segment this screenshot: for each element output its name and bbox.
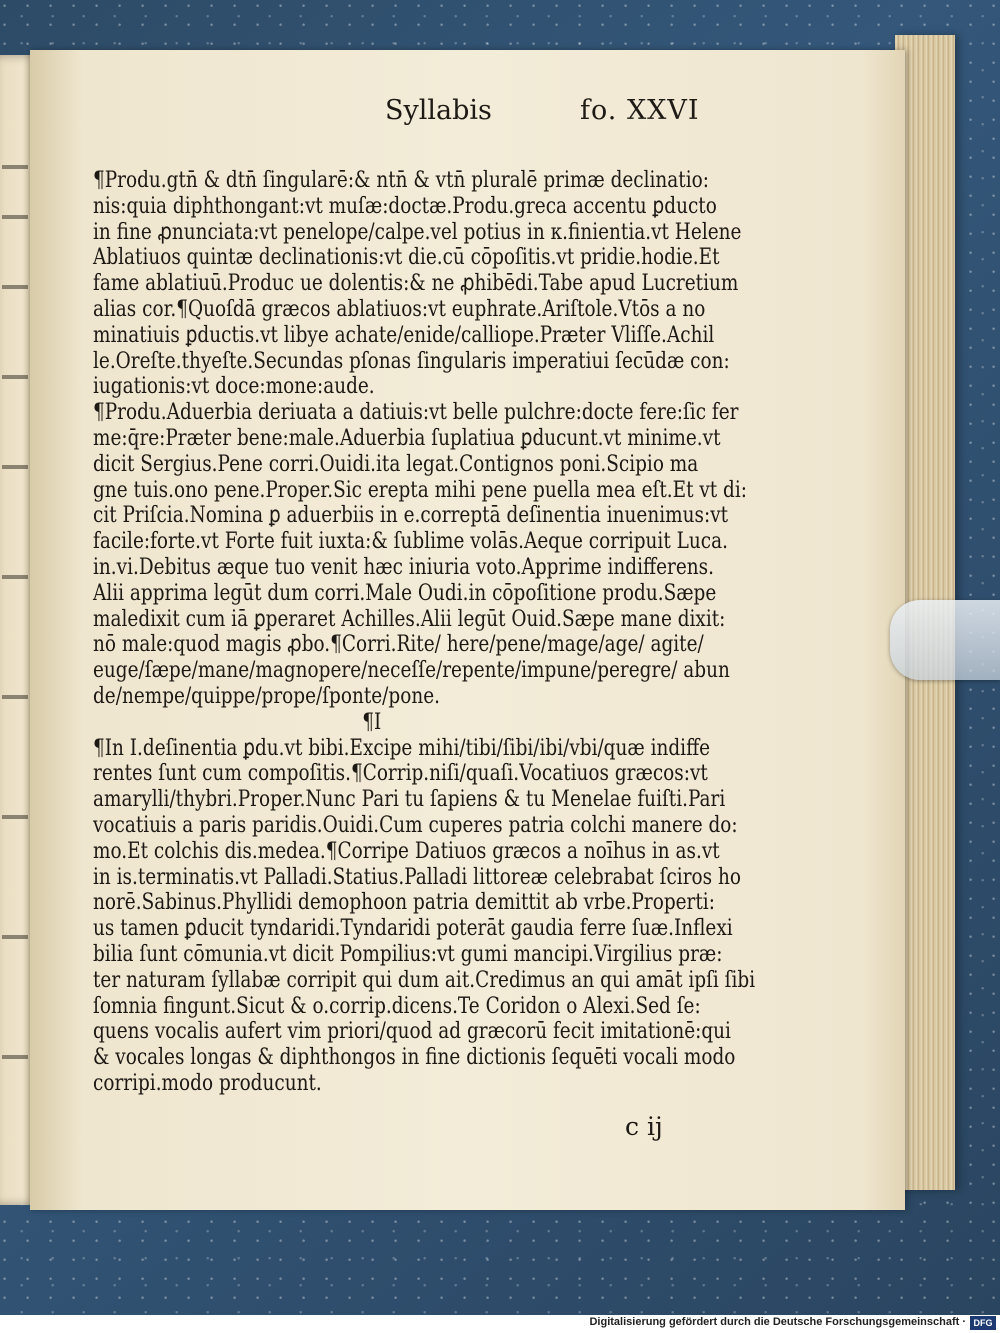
text-line: ter naturam ſyllabæ corripit qui dum ait.Credimus an qui amāt ipſi ſibi [93,966,756,993]
facing-page-text-fragment [2,815,28,819]
text-line: corripi.modo producunt. [93,1069,322,1096]
text-line: & vocales longas & diphthongos in fine dictionis ſequēti vocali modo [93,1044,736,1071]
footer-bar [0,1315,1000,1333]
facing-page-text-fragment [2,165,28,169]
text-line: fame ablatiuū.Produc ue dolentis:& ne ꝓhibēdi.Tabe apud Lucretium [93,270,739,297]
text-line: in is.terminatis.vt Palladi.Statius.Palladi littoreæ celebrabat ſciros ho [93,863,741,890]
text-line: mo.Et colchis dis.medea.¶Corripe Datiuos græcos a noīhus in as.vt [93,837,720,864]
text-line: rentes ſunt cum compoſitis.¶Corrip.niſi/quaſi.Vocatiuos græcos:vt [93,760,708,787]
dfg-logo: DFG [970,1316,996,1330]
page-body-text [93,167,756,1097]
funding-credit: Digitalisierung gefördert durch die Deutsche Forschungsgemeinschaft · [589,1316,966,1328]
text-line: euge/ſæpe/mane/magnopere/neceſſe/repente/impune/peregre/ abun [93,657,730,684]
text-line: ¶Produ.gtn̄ & dtn̄ ſingularē:& ntn̄ & vtn̄ pluralē primæ declinatio: [93,167,709,193]
text-line: quens vocalis aufert vim priori/quod ad græcorū fecit imitationē:qui [93,1018,731,1045]
text-line: Alii apprima legūt dum corri.Male Oudi.in cōpoſitione produ.Sæpe [93,579,717,606]
text-line: dicit Sergius.Pene corri.Ouidi.ita legat.Contignos poni.Scipio ma [93,450,699,477]
text-line: de/nempe/quippe/prope/ſponte/pone. [93,682,440,709]
text-line: norē.Sabinus.Phyllidi demophoon patria demittit ab vrbe.Properti: [93,889,715,916]
text-line: me:q̄re:Præter bene:male.Aduerbia ſuplatiua ꝑducunt.vt minime.vt [93,424,721,451]
text-line: in fine ꝓnunciata:vt penelope/calpe.vel potius in κ.finientia.vt Helene [93,218,742,245]
page-header [355,95,825,135]
facing-page-text-fragment [2,215,28,219]
text-line: nis:quia diphthongant:vt muſæ:doctæ.Produ.greca accentu ꝑducto [93,192,717,219]
text-line: amarylli/thybri.Proper.Nunc Pari tu ſapiens & tu Menelae fuiſti.Pari [93,786,726,813]
text-line: cit Priſcia.Nomina ꝑ aduerbiis in e.correptā deſinentia inuenimus:vt [93,502,729,529]
text-line: maledixit cum iā ꝑperaret Achilles.Alii legūt Ouid.Sæpe mane dixit: [93,605,726,632]
facing-page-text-fragment [2,575,28,579]
running-head: Syllabis [385,95,492,126]
text-line: Ablatiuos quintæ declinationis:vt die.cū cōpoſitis.vt pridie.hodie.Et [93,244,720,271]
text-line: ¶Produ.Aduerbia deriuata a datiuis:vt belle pulchre:docte fere:ſic fer [93,399,739,426]
facing-page-text-fragment [2,695,28,699]
text-line: us tamen ꝑducit tyndaridi.Tyndaridi poterāt gaudia ferre ſuæ.Inflexi [93,915,733,942]
text-line: bilia ſunt cōmunia.vt dicit Pompilius:vt gumi mancipi.Virgilius præ: [93,940,723,967]
folio-number: fo. XXVI [580,95,700,126]
signature-mark: c ij [625,1112,663,1141]
section-heading: ¶I [362,708,382,735]
text-line: ¶In I.deſinentia ꝑdu.vt bibi.Excipe mihi/tibi/ſibi/ibi/vbi/quæ indiffe [93,734,711,761]
facing-page-text-fragment [2,465,28,469]
text-line: ſomnia fingunt.Sicut & o.corrip.dicens.Te Coridon o Alexi.Sed ſe: [93,992,701,1019]
text-line: alias cor.¶Quoſdā græcos ablatiuos:vt euphrate.Ariſtole.Vtōs a no [93,295,706,322]
text-line: iugationis:vt doce:mone:aude. [93,373,375,400]
text-line: gne tuis.ono pene.Proper.Sic erepta mihi pene puella mea eſt.Et vt di: [93,476,747,503]
bookmark-tab [890,600,1000,680]
text-line: facile:forte.vt Forte fuit iuxta:& ſublime volās.Aeque corripuit Luca. [93,528,728,555]
text-line: in.vi.Debitus æque tuo venit hæc iniuria voto.Apprime indifferens. [93,553,714,580]
facing-page-text-fragment [2,1055,28,1059]
facing-page-text-fragment [2,375,28,379]
text-line: vocatiuis a paris paridis.Ouidi.Cum cuperes patria colchi manere do: [93,811,738,838]
facing-page-text-fragment [2,935,28,939]
text-line: le.Oreſte.thyeſte.Secundas pſonas ſingularis imperatiui ſecūdæ con: [93,347,730,374]
text-line: nō male:quod magis ꝓbo.¶Corri.Rite/ here/pene/mage/age/ agite/ [93,631,704,658]
text-line: minatiuis ꝑductis.vt libye achate/enide/calliope.Præter Vliſſe.Achil [93,321,715,348]
facing-page-text-fragment [2,285,28,289]
